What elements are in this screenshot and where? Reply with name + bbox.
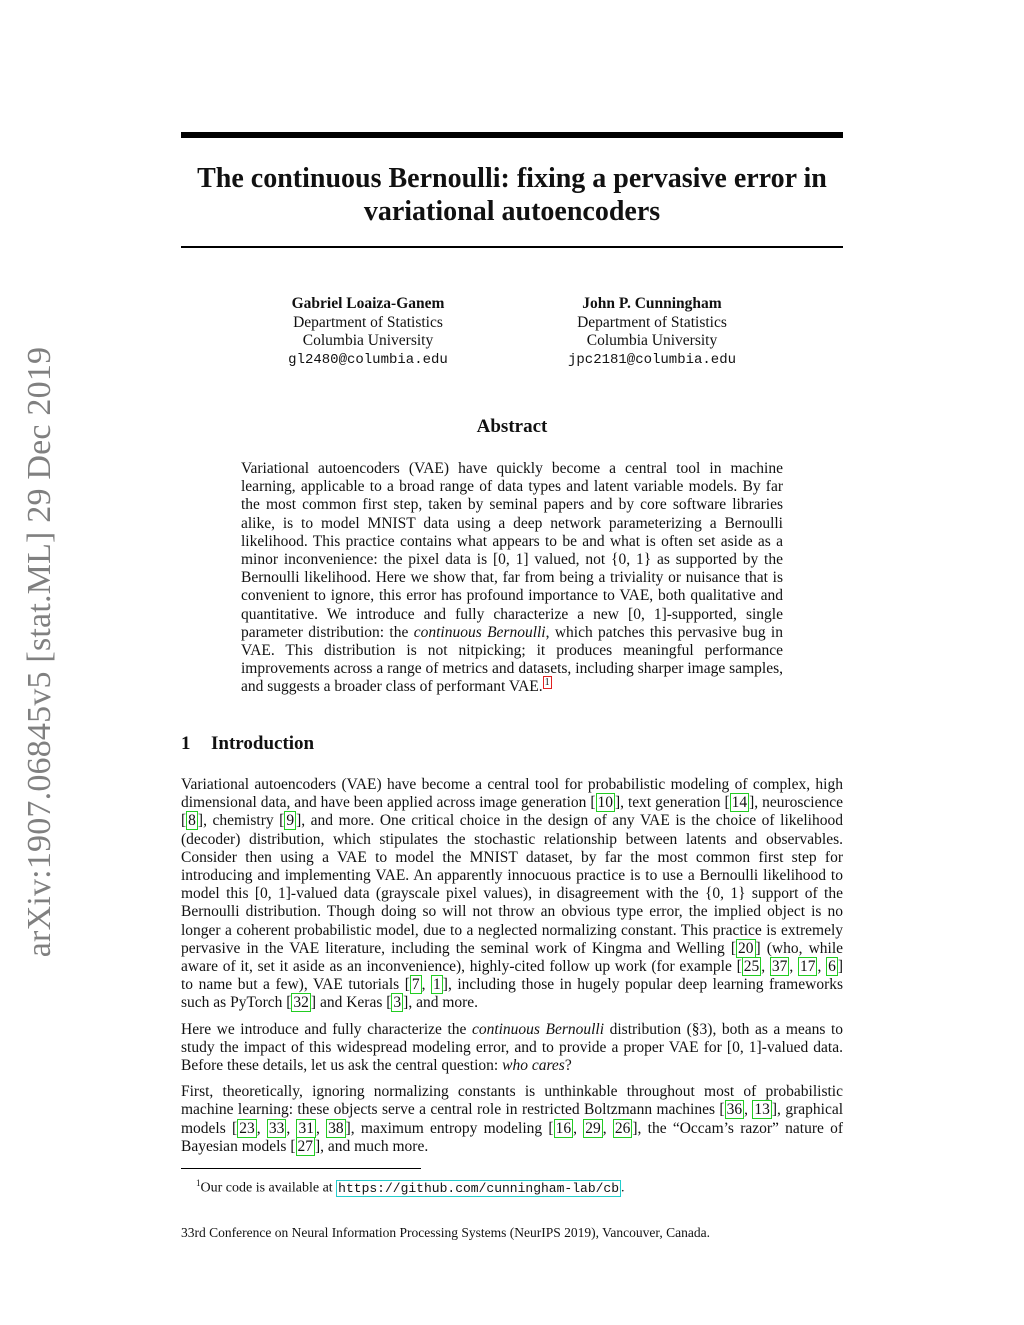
author-university: Columbia University (302, 332, 434, 349)
citation-link[interactable]: 26 (614, 1119, 631, 1137)
text: ], chemistry [ (197, 812, 285, 830)
emphasis: continuous Bernoulli (471, 1020, 605, 1038)
citation-link[interactable]: 33 (268, 1119, 285, 1137)
text: ] (who, while aware of it, set it aside as an inconvenience), highly-cited follow up work (for example [ (181, 939, 843, 976)
citation-link[interactable]: 9 (286, 812, 295, 830)
footnote-text: . (621, 1180, 625, 1196)
introduction-body (181, 776, 843, 1164)
footnote (196, 1174, 625, 1198)
separator: , (573, 1119, 584, 1137)
citation-link[interactable]: 13 (754, 1101, 770, 1119)
separator: , (789, 958, 798, 976)
citation-link[interactable]: 27 (297, 1137, 314, 1155)
text: ], the “Occam’s razor” nature of Bayesian models [ (181, 1119, 844, 1155)
text: ], text generation [ (615, 794, 730, 812)
text: -valued data (grayscale pixel values), in disagreement with the (290, 885, 705, 903)
separator: , (315, 1119, 327, 1137)
separator: , (421, 976, 432, 994)
citation-link[interactable]: 23 (239, 1119, 255, 1137)
math-inline: [0, 1] (492, 551, 529, 569)
author-department: Department of Statistics (293, 313, 443, 331)
author-department: Department of Statistics (577, 313, 727, 331)
citation-link[interactable]: 3 (393, 994, 402, 1012)
citation-link[interactable]: 36 (726, 1101, 743, 1119)
citation-link[interactable]: 14 (731, 794, 748, 812)
abstract-text: as supported by the Bernoulli likelihood. Here we show that, far from being a triviality or nuisance that is convenient to ignore, this error has profound importance to VAE, both qualitative and quantitative. We introduce and fully characterize a new (241, 551, 783, 623)
text: distribution (§3), both as a means to study the impact of this widespread modeling error, and to provide a proper VAE for (181, 1020, 844, 1056)
text: ] and Keras [ (310, 994, 392, 1012)
author-email[interactable]: jpc2181@columbia.edu (567, 351, 737, 368)
separator: , (744, 1101, 753, 1119)
citation-link[interactable]: 8 (188, 812, 196, 830)
abstract-text: -supported, single parameter distribution: the (241, 605, 783, 641)
code-url-link[interactable]: https://github.com/cunningham-lab/cb (338, 1180, 620, 1196)
citation-link[interactable]: 38 (328, 1119, 344, 1137)
text: Variational autoencoders (VAE) have become a central tool for probabilistic modeling of complex, high dimensional data, and have been applied across image generation [ (181, 776, 843, 812)
text: -valued data. Before these details, let us ask the central question: (181, 1038, 843, 1075)
text: ], and much more. (315, 1137, 429, 1155)
math-inline: {0, 1} (611, 551, 652, 569)
text: First, theoretically, ignoring normalizing constants is unthinkable throughout most of probabilistic machine learning: these objects serve a central role in restricted Boltzmann machines [ (181, 1083, 843, 1119)
author-1 (218, 295, 518, 369)
text: ], including those in hugely popular deep learning frameworks such as PyTorch [ (181, 976, 844, 1012)
author-2 (502, 295, 802, 369)
text: ], neuroscience [ (181, 794, 844, 830)
citation-link[interactable]: 20 (738, 939, 754, 957)
text: Here we introduce and fully characterize the (181, 1020, 472, 1038)
text: ], and more. (403, 994, 479, 1012)
footnote-text: Our code is available at (200, 1180, 337, 1196)
citation-link[interactable]: 16 (555, 1119, 572, 1137)
text: ], graphical models [ (181, 1101, 844, 1137)
citation-link[interactable]: 7 (411, 976, 420, 994)
paper-title: The continuous Bernoulli: fixing a pervasive error in variational autoencoders (197, 163, 827, 227)
emphasis: who cares (502, 1057, 565, 1075)
paragraph (181, 776, 843, 1013)
separator: , (602, 1119, 613, 1137)
math-inline: [0, 1] (254, 885, 291, 903)
author-email[interactable]: gl2480@columbia.edu (288, 351, 448, 368)
citation-link[interactable]: 32 (293, 994, 309, 1012)
paragraph (181, 1083, 843, 1156)
paragraph (181, 1021, 843, 1076)
citation-link[interactable]: 10 (597, 794, 613, 812)
separator: , (256, 1119, 267, 1137)
text: ], maximum entropy modeling [ (345, 1119, 554, 1137)
citation-link[interactable]: 31 (298, 1119, 314, 1137)
section-number: 1 (181, 733, 191, 754)
citation-link[interactable]: 17 (799, 958, 816, 976)
arxiv-identifier-stamp: arXiv:1907.06845v5 [stat.ML] 29 Dec 2019 (21, 346, 58, 958)
author-name: Gabriel Loaiza-Ganem (291, 295, 445, 312)
citation-link[interactable]: 25 (743, 958, 760, 976)
separator: , (286, 1119, 297, 1137)
emphasis: continuous Bernoulli (413, 623, 546, 641)
text: support of the Bernoulli distribution. Though doing so will not throw an obvious type error, the implied object is no longer a coherent probabilistic model, due to a neglected normalizing constant. This practice is extremely pervasive in the VAE literature, including the seminal work of Kingma and Welling [ (181, 885, 843, 957)
footnote-mark: 1 (196, 1178, 201, 1188)
text: ], and more. One critical choice in the design of any VAE is the choice of likelihood (decoder) distribution, which stipulates the stochastic relationship between latents and observables. Consider then using a VAE to model the MNIST dataset, by far the most common first step for introducing and implementing VAE. An apparently innocuous practice is to use a Bernoulli likelihood to model this (181, 812, 843, 903)
math-inline: [0, 1] (628, 605, 667, 623)
author-name: John P. Cunningham (582, 295, 722, 312)
abstract-body (241, 460, 783, 697)
section-heading-introduction (181, 733, 314, 755)
citation-link[interactable]: 37 (771, 958, 788, 976)
abstract-text: , which patches this pervasive bug in VAE. This distribution is not nitpicking; it produces meaningful performance improvements across a range of metrics and datasets, including sharper image samples, and suggests a broader class of performant VAE. (241, 623, 783, 696)
abstract-text: valued, not (528, 551, 612, 569)
author-university: Columbia University (586, 332, 718, 349)
title-bottom-rule (181, 246, 843, 248)
citation-link[interactable]: 29 (585, 1119, 601, 1137)
citation-link[interactable]: 1 (433, 976, 441, 994)
text: ? (564, 1057, 572, 1075)
section-title: Introduction (211, 733, 315, 754)
separator: , (761, 958, 770, 976)
abstract-heading: Abstract (476, 416, 548, 437)
venue-footer: 33rd Conference on Neural Information Processing Systems (NeurIPS 2019), Vancouver, Canada. (181, 1225, 710, 1240)
title-top-rule (181, 132, 843, 138)
math-inline: [0, 1] (726, 1038, 762, 1056)
separator: , (817, 958, 827, 976)
math-inline: {0, 1} (704, 885, 746, 903)
footnote-link[interactable]: 1 (544, 677, 550, 689)
abstract-text: Variational autoencoders (VAE) have quickly become a central tool in machine learning, applicable to a broad range of data types and latent variable models. By far the most common first step, taken by seminal papers and by core software libraries alike, is to model MNIST data using a deep network parameterizing a Bernoulli likelihood. This practice contains what appears to be and what is often set aside as a minor inconvenience: the pixel data is (241, 460, 783, 569)
citation-link[interactable]: 6 (828, 958, 836, 976)
footnote-rule (181, 1168, 421, 1169)
text: ] to name but a few), VAE tutorials [ (181, 958, 844, 994)
